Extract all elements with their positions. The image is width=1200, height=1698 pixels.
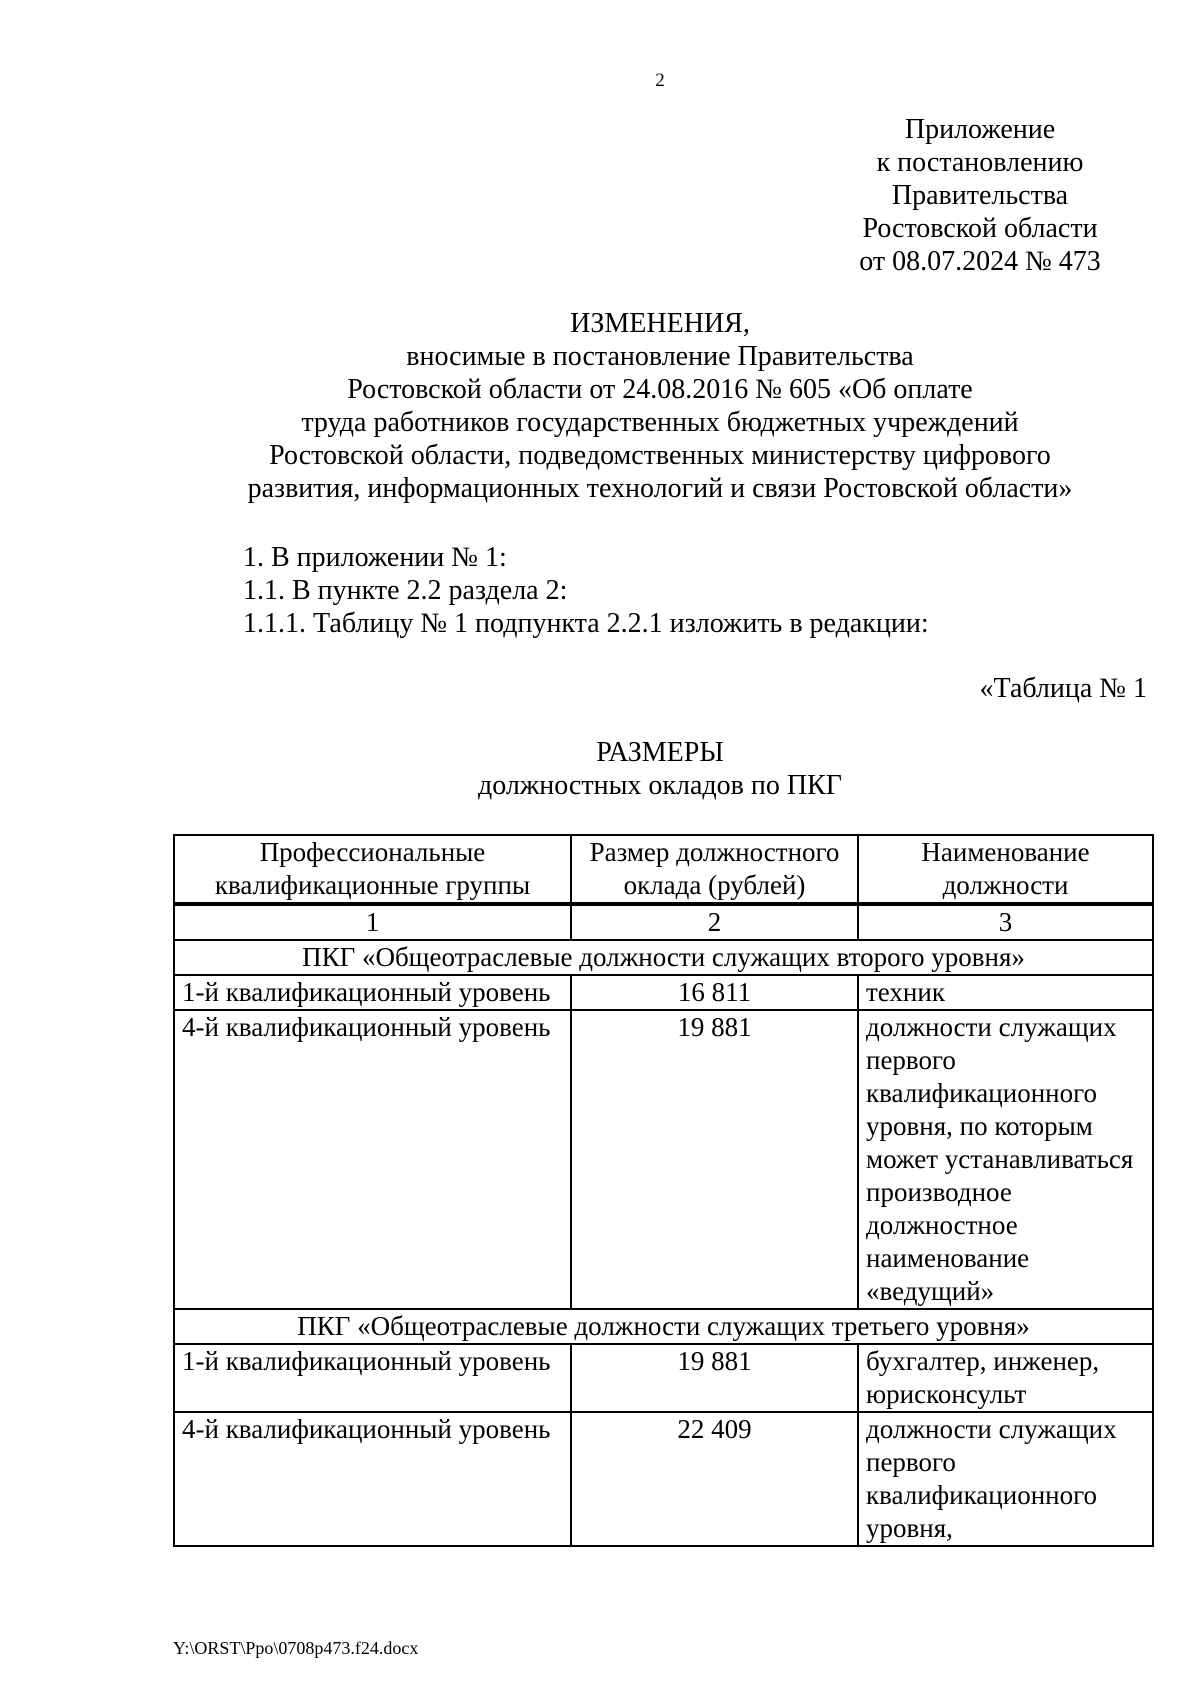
position-cell: бухгалтер, инженер, юрисконсульт bbox=[858, 1344, 1153, 1412]
column-number: 2 bbox=[571, 904, 858, 940]
column-number-row bbox=[174, 904, 1153, 940]
salary-table bbox=[173, 834, 1154, 1547]
appendix-line: Правительства bbox=[891, 180, 1069, 211]
group-title-row bbox=[174, 1309, 1153, 1344]
level-cell: 1-й квалификационный уровень bbox=[174, 975, 571, 1010]
position-cell: должности служащих первого квалификационного уровня, bbox=[858, 1412, 1153, 1546]
page-number: 2 bbox=[655, 70, 665, 91]
salary-cell: 22 409 bbox=[571, 1412, 858, 1546]
table-row bbox=[174, 975, 1153, 1010]
header-cell-groups: Профессиональные квалификационные группы bbox=[174, 835, 571, 904]
salary-cell: 16 811 bbox=[571, 975, 858, 1010]
salary-cell: 19 881 bbox=[571, 1010, 858, 1309]
header-cell-position: Наименование должности bbox=[858, 835, 1153, 904]
column-number: 1 bbox=[174, 904, 571, 940]
table-label: «Таблица № 1 bbox=[979, 673, 1147, 704]
table-title bbox=[180, 736, 1140, 802]
table-row bbox=[174, 1344, 1153, 1412]
amendment-item: 1.1.1. Таблицу № 1 подпункта 2.2.1 изложить в редакции: bbox=[243, 608, 929, 639]
title-heading: ИЗМЕНЕНИЯ, bbox=[570, 308, 750, 339]
appendix-line: к постановлению bbox=[876, 147, 1084, 178]
group-title: ПКГ «Общеотраслевые должности служащих третьего уровня» bbox=[174, 1309, 1153, 1344]
level-cell: 1-й квалификационный уровень bbox=[174, 1344, 571, 1412]
header-cell-salary: Размер должностного оклада (рублей) bbox=[571, 835, 858, 904]
amendment-items bbox=[243, 541, 929, 640]
table-row bbox=[174, 1412, 1153, 1546]
appendix-line: от 08.07.2024 № 473 bbox=[859, 246, 1101, 277]
table-title-subheading: должностных окладов по ПКГ bbox=[478, 770, 842, 801]
title-line: труда работников государственных бюджетных учреждений bbox=[301, 407, 1019, 438]
amendment-item: 1.1. В пункте 2.2 раздела 2: bbox=[243, 575, 568, 606]
group-title-row bbox=[174, 940, 1153, 975]
appendix-block bbox=[830, 113, 1130, 278]
table-title-heading: РАЗМЕРЫ bbox=[596, 737, 724, 768]
document-title bbox=[180, 307, 1140, 505]
position-cell: должности служащих первого квалификационного уровня, по которым может устанавливаться производное должностное наименование «ведущий» bbox=[858, 1010, 1153, 1309]
level-cell: 4-й квалификационный уровень bbox=[174, 1412, 571, 1546]
footer-file-path: Y:\ORST\Ppo\0708p473.f24.docx bbox=[173, 1638, 419, 1658]
title-line: развития, информационных технологий и связи Ростовской области» bbox=[247, 473, 1073, 504]
title-line: Ростовской области, подведомственных министерству цифрового bbox=[269, 440, 1051, 471]
column-number: 3 bbox=[858, 904, 1153, 940]
title-line: Ростовской области от 24.08.2016 № 605 «Об оплате bbox=[347, 374, 973, 405]
appendix-line: Ростовской области bbox=[862, 213, 1098, 244]
table-header-row bbox=[174, 835, 1153, 904]
position-cell: техник bbox=[858, 975, 1153, 1010]
group-title: ПКГ «Общеотраслевые должности служащих второго уровня» bbox=[174, 940, 1153, 975]
appendix-line: Приложение bbox=[904, 114, 1056, 145]
table-row bbox=[174, 1010, 1153, 1309]
level-cell: 4-й квалификационный уровень bbox=[174, 1010, 571, 1309]
amendment-item: 1. В приложении № 1: bbox=[243, 542, 507, 573]
salary-cell: 19 881 bbox=[571, 1344, 858, 1412]
title-line: вносимые в постановление Правительства bbox=[406, 341, 914, 372]
